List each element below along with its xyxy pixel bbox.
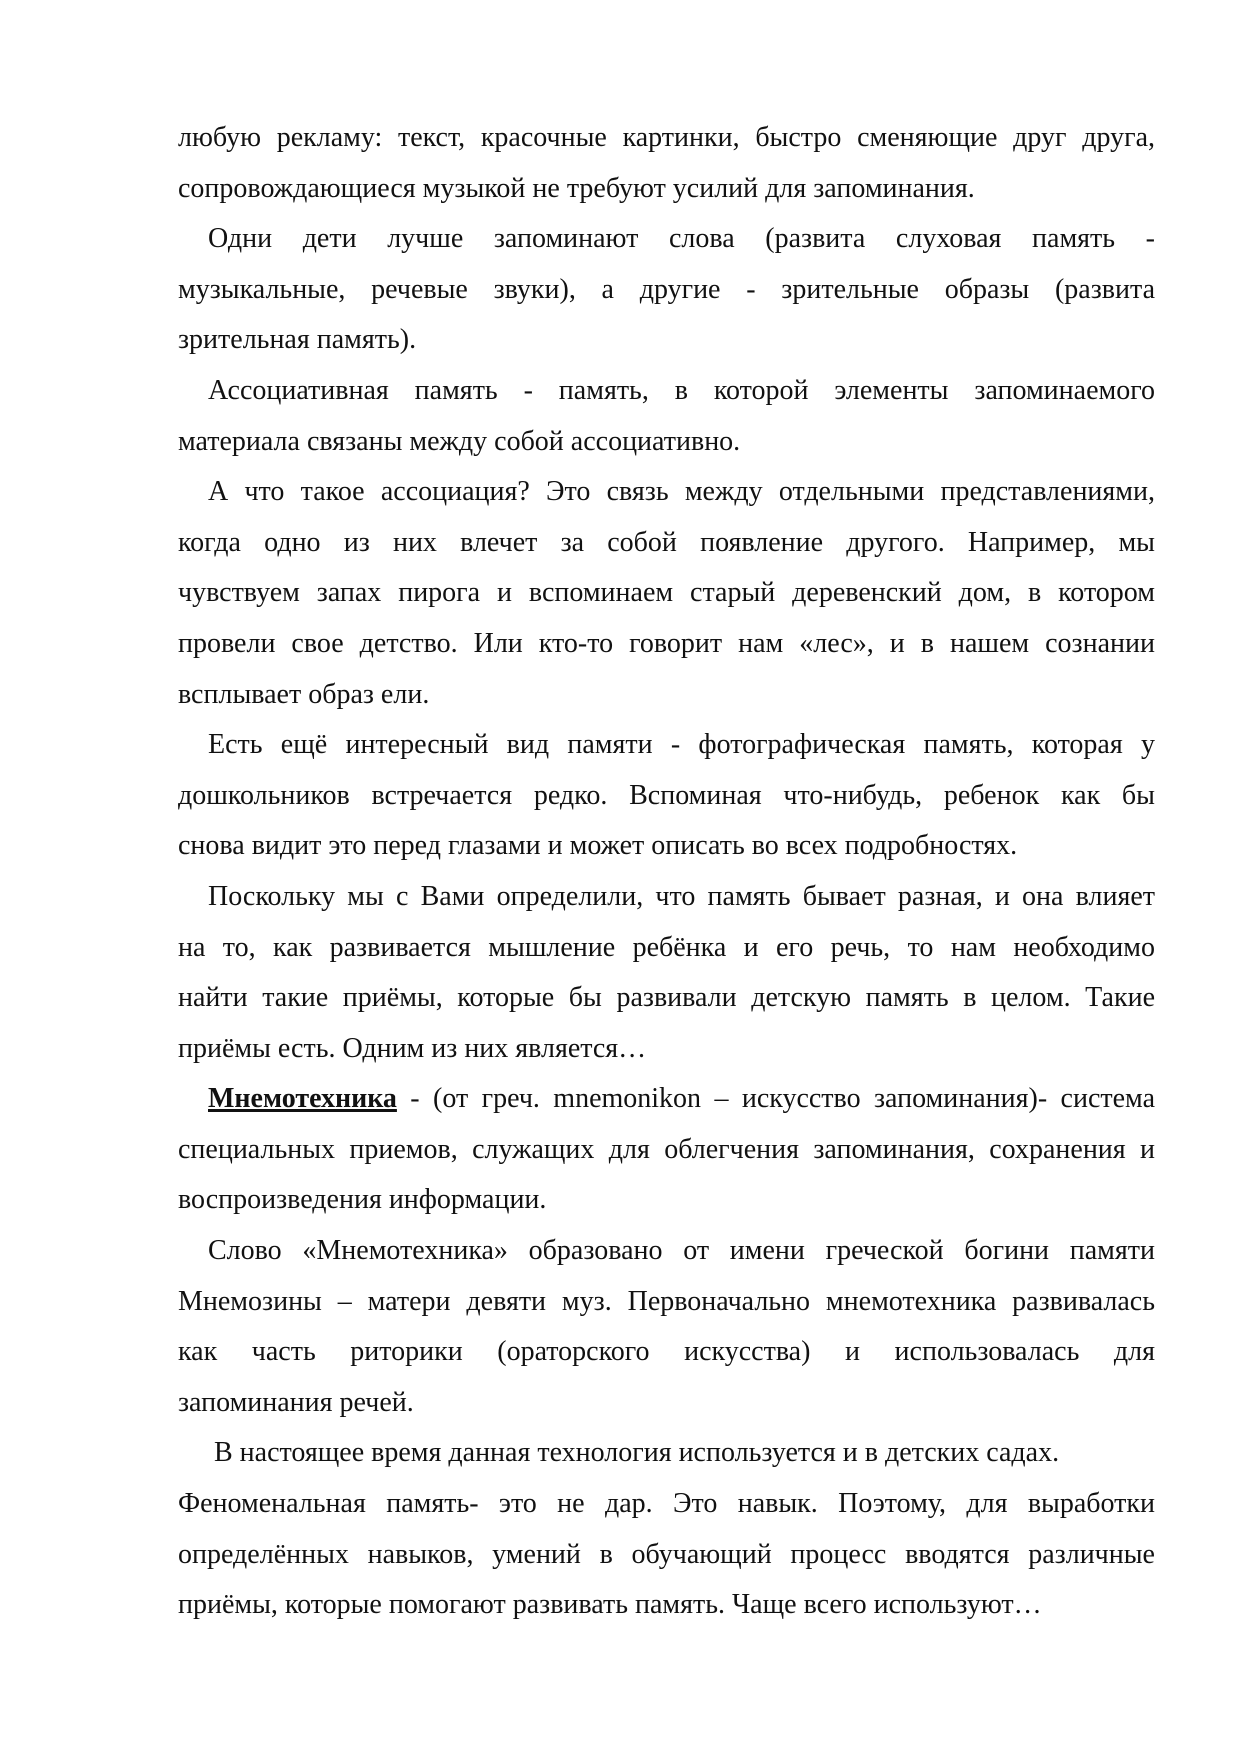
text-line: приёмы, которые помогают развивать память. Чаще всего используют… <box>178 1589 1042 1621</box>
document-page <box>178 113 1155 1631</box>
text-line: Поскольку мы с Вами определили, что память бывает разная, и она влияет <box>208 880 1155 912</box>
text-line: приёмы есть. Одним из них является… <box>178 1032 647 1064</box>
paragraph-kindergartens <box>178 1428 1155 1479</box>
text-line: на то, как развивается мышление ребёнка и его речь, то нам необходимо <box>178 931 1155 963</box>
paragraph-techniques <box>178 872 1155 1074</box>
definition-text: - (от греч. mnemonikon – искусство запоминания)- система <box>396 1083 1155 1115</box>
paragraph-association <box>178 467 1155 720</box>
text-line: Слово «Мнемотехника» образовано от имени греческой богини памяти <box>208 1235 1155 1267</box>
text-line: музыкальные, речевые звуки), а другие - зрительные образы (развита <box>178 273 1155 305</box>
paragraph-phenomenal-memory <box>178 1479 1155 1631</box>
text-line: зрительная память). <box>178 324 417 356</box>
term-mnemonics: Мнемотехника <box>208 1083 397 1115</box>
paragraph-photographic-memory <box>178 720 1155 872</box>
text-line: как часть риторики (ораторского искусства) и использовалась для <box>178 1336 1155 1368</box>
text-line: специальных приемов, служащих для облегчения запоминания, сохранения и <box>178 1133 1155 1165</box>
text-line: В настоящее время данная технология используется и в детских садах. <box>214 1437 1060 1469</box>
text-line: А что такое ассоциация? Это связь между отдельными представлениями, <box>208 476 1155 508</box>
text-line <box>178 1074 1155 1125</box>
text-line: любую рекламу: текст, красочные картинки, быстро сменяющие друг друга, <box>178 122 1155 153</box>
paragraph-auditory-visual <box>178 214 1155 366</box>
text-line: воспроизведения информации. <box>178 1184 547 1216</box>
paragraph-advertising <box>178 113 1155 214</box>
text-line: снова видит это перед глазами и может описать во всех подробностях. <box>178 830 1018 862</box>
paragraph-word-origin <box>178 1226 1155 1428</box>
text-line: провели свое детство. Или кто-то говорит нам «лес», и в нашем сознании <box>178 627 1155 659</box>
text-line: определённых навыков, умений в обучающий процесс вводятся различные <box>178 1538 1155 1570</box>
text-line: всплывает образ ели. <box>178 678 430 710</box>
text-line: когда одно из них влечет за собой появление другого. Например, мы <box>178 526 1155 558</box>
text-line: материала связаны между собой ассоциативно. <box>178 425 741 457</box>
text-line: запоминания речей. <box>178 1386 414 1418</box>
text-line: Феноменальная память- это не дар. Это навык. Поэтому, для выработки <box>178 1488 1155 1520</box>
text-line: найти такие приёмы, которые бы развивали детскую память в целом. Такие <box>178 982 1155 1014</box>
text-line: Мнемозины – матери девяти муз. Первоначально мнемотехника развивалась <box>178 1285 1155 1317</box>
text-line: Одни дети лучше запоминают слова (развита слуховая память - <box>208 223 1155 255</box>
text-line: Есть ещё интересный вид памяти - фотографическая память, которая у <box>208 729 1155 761</box>
text-line: сопровождающиеся музыкой не требуют усилий для запоминания. <box>178 172 975 204</box>
paragraph-associative-memory <box>178 366 1155 467</box>
text-line: чувствуем запах пирога и вспоминаем старый деревенский дом, в котором <box>178 577 1155 609</box>
text-line: дошкольников встречается редко. Вспоминая что-нибудь, ребенок как бы <box>178 779 1155 811</box>
paragraph-mnemonics-definition <box>178 1074 1155 1226</box>
text-line: Ассоциативная память - память, в которой элементы запоминаемого <box>208 374 1155 406</box>
